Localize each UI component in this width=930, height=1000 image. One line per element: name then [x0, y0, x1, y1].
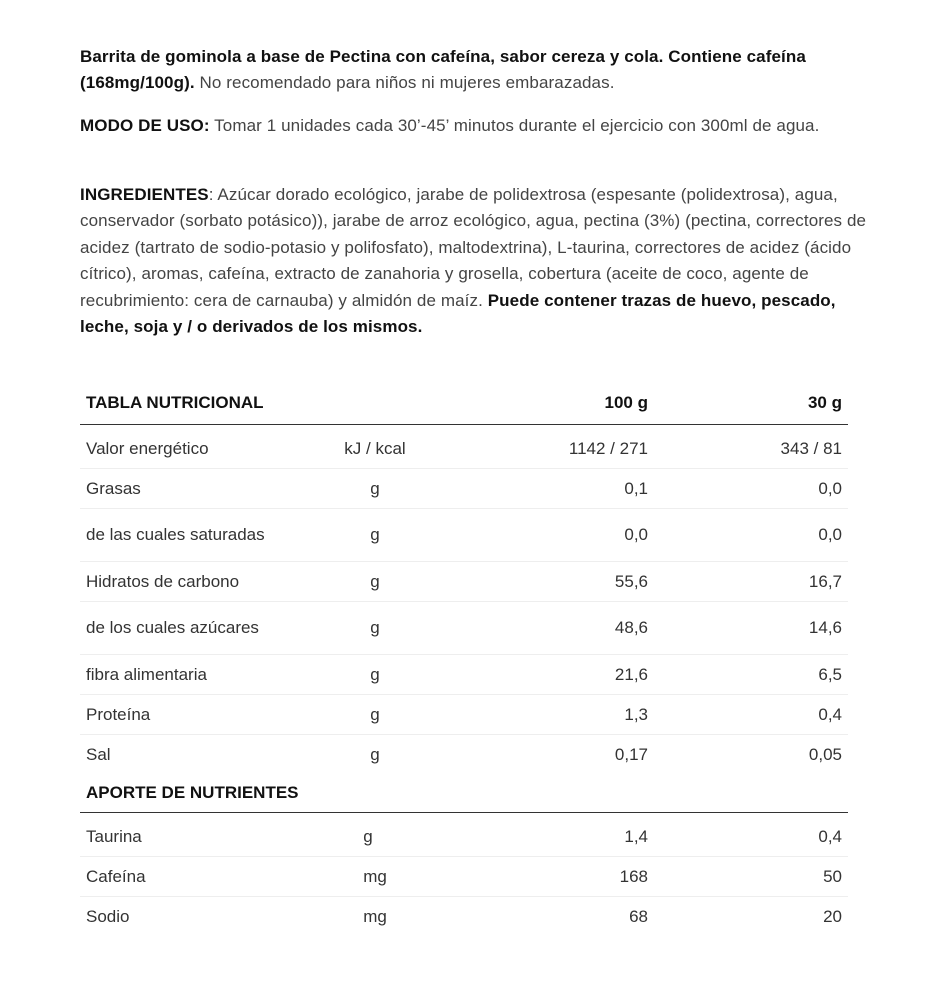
value-100g: 0,0 — [430, 509, 654, 562]
column-header-100g: 100 g — [430, 382, 654, 425]
column-header-30g: 30 g — [654, 382, 848, 425]
table-row — [80, 813, 848, 857]
usage-instructions — [80, 113, 870, 139]
value-100g: 1142 / 271 — [430, 425, 654, 469]
nutrient-name: Taurina — [80, 813, 320, 857]
nutrient-unit: g — [320, 695, 430, 735]
allergen-warning: Puede contener trazas de huevo, pescado, leche, soja y / o derivados de los mismos. — [80, 290, 836, 337]
nutrient-name: Sal — [86, 744, 111, 764]
ingredients-paragraph — [80, 182, 870, 340]
value-100g: 68 — [629, 906, 648, 926]
value-30g: 50 — [654, 857, 848, 897]
table-row — [80, 425, 848, 469]
table-row — [80, 857, 848, 897]
nutrient-name: Grasas — [80, 469, 320, 509]
nutrients-title: APORTE DE NUTRIENTES — [80, 774, 848, 813]
ingredients-label: INGREDIENTES — [80, 185, 209, 204]
nutrient-name: de las cuales saturadas — [80, 509, 320, 562]
value-100g: 1,4 — [430, 813, 654, 857]
table-row — [80, 655, 848, 695]
nutrient-name: Proteína — [80, 695, 320, 735]
value-30g: 0,0 — [654, 509, 848, 562]
nutrient-unit: g — [320, 509, 430, 562]
value-100g: 168 — [430, 857, 654, 897]
nutrient-unit: g — [370, 744, 380, 764]
table-row — [80, 562, 848, 602]
description-warning: No recomendado para niños ni mujeres embarazadas. — [194, 73, 615, 93]
nutrient-name: Hidratos de carbono — [80, 562, 320, 602]
nutrient-name: Valor energético — [80, 425, 320, 469]
nutrition-table — [80, 382, 848, 936]
nutrient-name: fibra alimentaria — [80, 655, 320, 695]
value-100g: 55,6 — [430, 562, 654, 602]
value-30g: 0,4 — [654, 695, 848, 735]
value-30g: 343 / 81 — [654, 425, 848, 469]
value-100g: 1,3 — [430, 695, 654, 735]
nutrient-unit: kJ / kcal — [320, 425, 430, 469]
value-30g: 14,6 — [654, 602, 848, 655]
value-100g: 0,1 — [430, 469, 654, 509]
value-100g: 48,6 — [430, 602, 654, 655]
table-row — [80, 695, 848, 735]
value-30g: 20 — [823, 906, 842, 926]
table-row — [80, 602, 848, 655]
table-row — [80, 897, 848, 937]
table-row — [80, 509, 848, 562]
value-30g: 0,4 — [654, 813, 848, 857]
value-100g: 21,6 — [430, 655, 654, 695]
nutrient-unit: g — [320, 562, 430, 602]
usage-text: Tomar 1 unidades cada 30’-45’ minutos durante el ejercicio con 300ml de agua. — [209, 116, 820, 135]
value-30g: 16,7 — [654, 562, 848, 602]
nutrient-name: de los cuales azúcares — [80, 602, 320, 655]
nutrient-unit: g — [320, 469, 430, 509]
description-bold: Barrita de gominola a base de Pectina con cafeína, sabor cereza y cola. Contiene cafeína (168mg/100g). — [80, 47, 806, 93]
table-title: TABLA NUTRICIONAL — [80, 382, 320, 425]
nutrients-section-header — [80, 774, 848, 813]
nutrient-unit: g — [320, 813, 430, 857]
nutrient-unit: g — [320, 655, 430, 695]
table-row — [80, 469, 848, 509]
nutrient-unit: g — [320, 602, 430, 655]
value-30g: 6,5 — [654, 655, 848, 695]
ingredients-text: : Azúcar dorado ecológico, jarabe de polidextrosa (espesante (polidextrosa), agua, conservador (sorbato potásico)), jarabe de arroz ecológico, agua, pectina (3%) (pectina, correctores de acidez (tartrato de sodio-potasio y polifosfato), maltodextrina), L-taurina, correctores de acidez (ácido cítrico), aromas, cafeína, extracto de zanahoria y grosella, cobertura (aceite de coco, agente de recubrimiento: cera de carnauba) y almidón de maíz. — [80, 185, 867, 310]
product-description — [80, 44, 870, 97]
nutrient-unit: mg — [363, 906, 387, 926]
nutrient-name: Cafeína — [80, 857, 320, 897]
table-row — [80, 735, 848, 775]
nutrient-unit: mg — [320, 857, 430, 897]
value-30g: 0,0 — [654, 469, 848, 509]
value-30g: 0,05 — [808, 744, 842, 764]
value-100g: 0,17 — [614, 744, 648, 764]
usage-label: MODO DE USO: — [80, 116, 210, 135]
header-unit-empty — [320, 382, 430, 425]
nutrient-name: Sodio — [86, 906, 130, 926]
nutrition-table-header — [80, 382, 848, 425]
